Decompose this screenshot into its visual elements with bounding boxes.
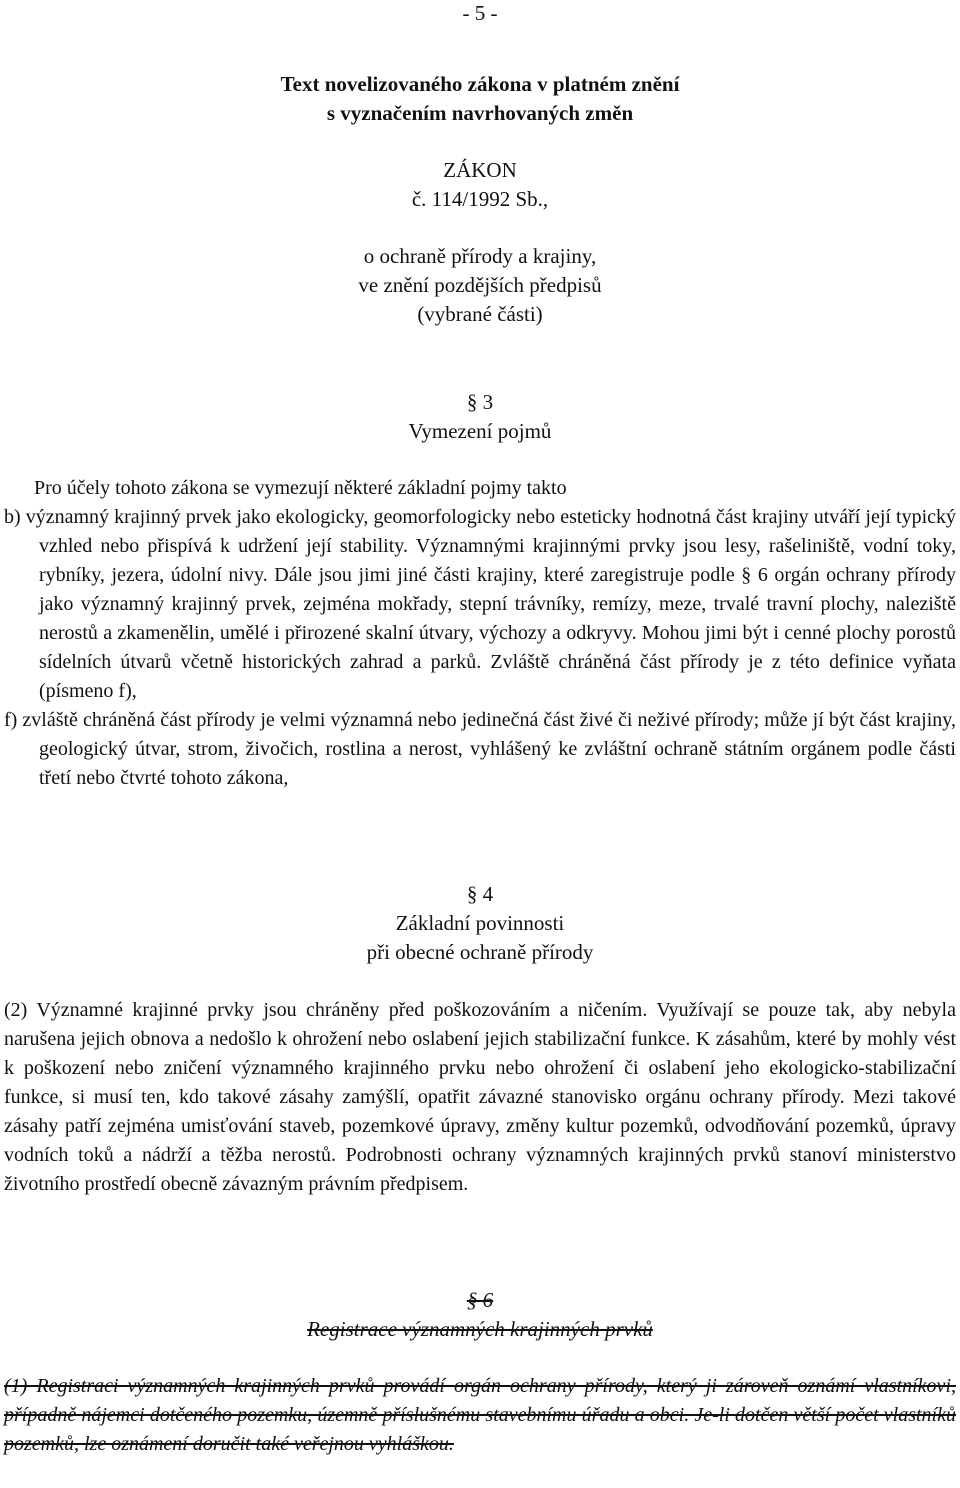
section-4-title-line-2: při obecné ochraně přírody	[366, 940, 594, 964]
section-3-item-b: b) významný krajinný prvek jako ekologicky, geomorfologicky nebo esteticky hodnotná část krajiny utváří její typický vzhled nebo přispívá k udržení její stability. Významnými krajinnými prvky jsou lesy, rašeliniště, vodní toky, rybníky, jezera, údolní nivy. Dále jsou jimi jiné části krajiny, které zaregistruje podle § 6 orgán ochrany přírody jako významný krajinný prvek, zejména mokřady, stepní trávníky, remízy, meze, trvalé travní plochy, naleziště nerostů a zkamenělin, umělé i přirozené skalní útvary, výchozy a odkryvy. Mohou jimi být i cenné plochy porostů sídelních útvarů včetně historických zahrad a parků. Zvláště chráněná část přírody je z této definice vyňata (písmeno f),	[4, 506, 956, 702]
section-6-title: Registrace významných krajinných prvků	[307, 1317, 653, 1341]
law-header	[0, 156, 960, 214]
law-name-line-2: ve znění pozdějších předpisů	[358, 273, 602, 297]
law-title: ZÁKON	[443, 158, 517, 182]
law-name	[0, 242, 960, 329]
section-4-title-line-1: Základní povinnosti	[395, 911, 565, 935]
heading-line-1: Text novelizovaného zákona v platném znění	[280, 72, 680, 96]
section-3-body	[4, 474, 956, 793]
section-3-header	[0, 388, 960, 446]
page-number: - 5 -	[462, 1, 498, 25]
heading-line-2: s vyznačením navrhovaných změn	[326, 101, 634, 125]
section-6-paragraph-1: (1) Registraci významných krajinných prvků provádí orgán ochrany přírody, který ji zároveň oznámí vlastníkovi, případně nájemci dotčeného pozemku, územně příslušnému stavebnímu úřadu a obci. Je-li dotčen větší počet vlastníků pozemků, lze oznámení doručit také veřejnou vyhláškou.	[4, 1375, 956, 1455]
section-6-header	[0, 1286, 960, 1344]
section-3-number: § 3	[466, 390, 494, 414]
document-heading	[0, 70, 960, 128]
section-4-paragraph-2: (2) Významné krajinné prvky jsou chráněny před poškozováním a ničením. Využívají se pouze tak, aby nebyla narušena jejich obnova a nedošlo k ohrožení nebo oslabení jejich stabilizační funkce. K zásahům, které by mohly vést k poškození nebo zničení významného krajinného prvku nebo ohrožení či oslabení jeho ekologicko-stabilizační funkce, si musí ten, kdo takové zásahy zamýšlí, opatřit závazné stanovisko orgánu ochrany přírody. Mezi takové zásahy patří zejména umisťování staveb, pozemkové úpravy, změny kultur pozemků, odvodňování pozemků, úpravy vodních toků a nádrží a těžba nerostů. Podrobnosti ochrany významných krajinných prvků stanoví ministerstvo životního prostředí obecně závazným právním předpisem.	[4, 999, 956, 1195]
section-3-item-f: f) zvláště chráněná část přírody je velmi významná nebo jedinečná část živé či neživé přírody; může jí být část krajiny, geologický útvar, strom, živočich, rostlina a nerost, vyhlášený ke zvláštní ochraně státním orgánem podle části třetí nebo čtvrté tohoto zákona,	[4, 709, 956, 789]
section-3-intro: Pro účely tohoto zákona se vymezují některé základní pojmy takto	[34, 477, 567, 499]
section-4-number: § 4	[466, 882, 494, 906]
law-name-line-3: (vybrané části)	[417, 302, 543, 326]
law-name-line-1: o ochraně přírody a krajiny,	[363, 244, 597, 268]
section-3-title: Vymezení pojmů	[408, 419, 552, 443]
law-number: č. 114/1992 Sb.,	[411, 187, 549, 211]
section-4-header	[0, 880, 960, 967]
section-6-number: § 6	[466, 1288, 494, 1312]
